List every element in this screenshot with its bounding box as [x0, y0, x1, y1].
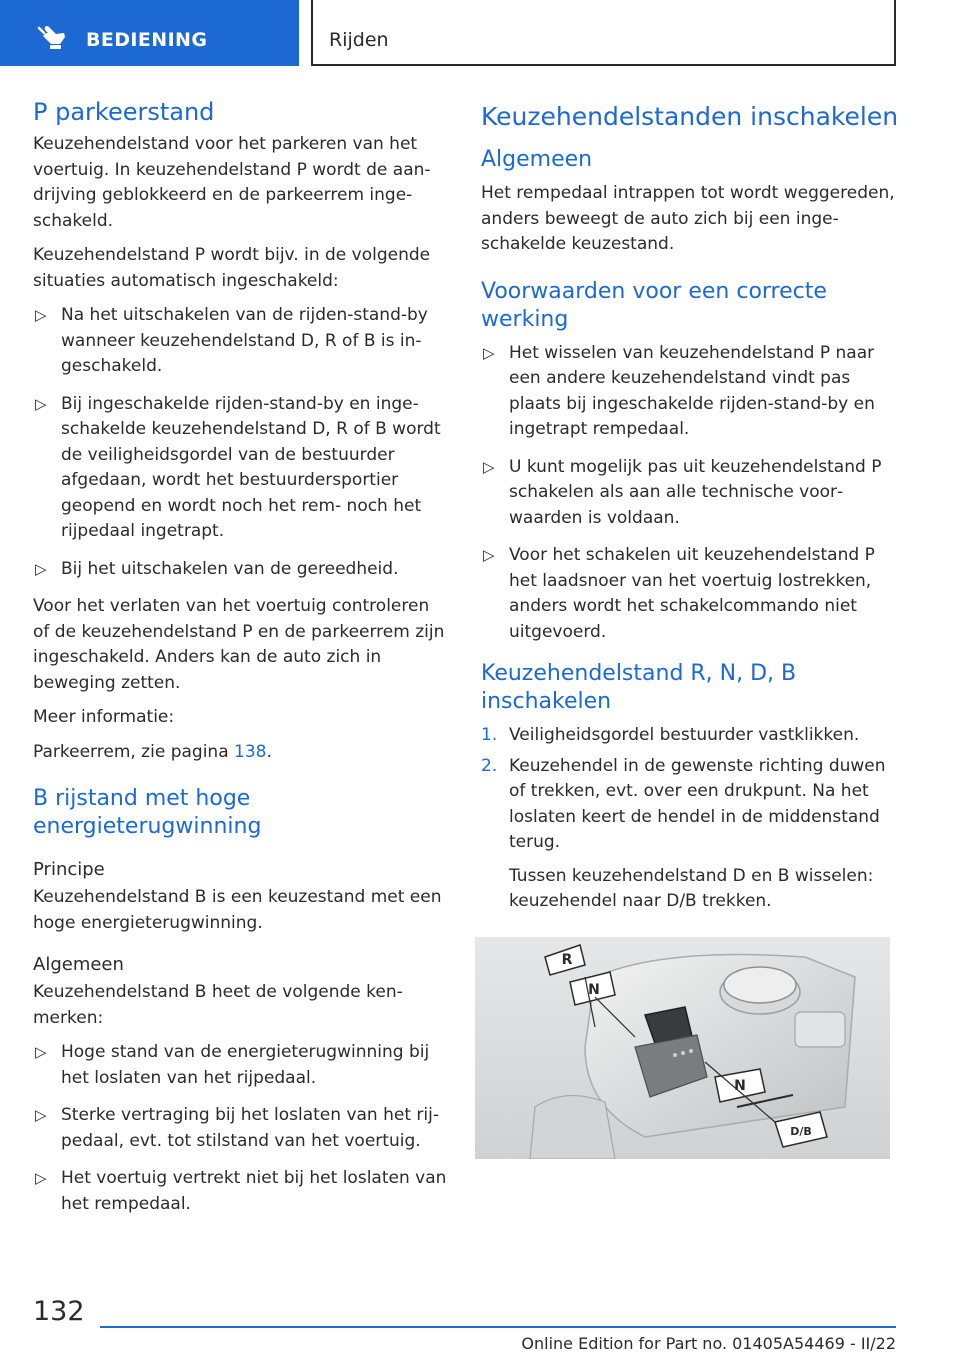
triangle-bullet-icon: ▷	[35, 1043, 47, 1061]
left-column	[33, 98, 448, 1229]
chapter-tab	[0, 0, 299, 66]
list-item	[481, 543, 899, 645]
list-item-text: Het wisselen van keuzehendelstand P naar een andere keuzehendelstand vindt pas plaats bij ingeschakelde rijden-stand-by en ingetrapt rempedaal.	[509, 342, 875, 439]
footer-edition: Online Edition for Part no. 01405A54469 - II/22	[521, 1334, 896, 1353]
triangle-bullet-icon: ▷	[35, 1169, 47, 1187]
list-item-text: Na het uitschakelen van de rijden-stand-by wanneer keuzehendelstand D, R of B is ingeschakeld.	[61, 305, 428, 376]
triangle-bullet-icon: ▷	[35, 394, 47, 413]
principe-text: Keuzehendelstand B is een keuzestand met een hoge energieterugwinning.	[33, 887, 442, 933]
page-link[interactable]: 138	[234, 741, 267, 762]
more-info-label: Meer informatie:	[33, 707, 175, 727]
gear-selector-figure	[475, 937, 890, 1159]
p-park-bullet-list	[33, 303, 448, 582]
triangle-bullet-icon: ▷	[483, 546, 495, 564]
list-item-text: Het voertuig vertrekt niet bij het loslaten van het rempedaal.	[61, 1168, 447, 1214]
voorwaarden-heading: Voorwaarden voor een correcte werking	[481, 278, 827, 332]
list-item-text: Sterke vertraging bij het loslaten van het rijpedaal, evt. tot stilstand van het voertuig.	[61, 1105, 439, 1151]
step-number: 2.	[481, 755, 498, 776]
list-item	[33, 1166, 448, 1217]
gear-selector-illustration	[475, 937, 890, 1159]
arrow-label-n-bottom: N	[734, 1078, 746, 1094]
algemeen-text-right: Het rempedaal intrappen tot wordt weggereden, anders beweegt de auto zich bij een ingeschakelde keuzestand.	[481, 183, 895, 254]
rndb-heading: Keuzehendelstand R, N, D, B inschakelen	[481, 661, 797, 714]
list-item	[33, 557, 448, 583]
b-mode-bullet-list	[33, 1040, 448, 1217]
list-item-text: U kunt mogelijk pas uit keuzehendelstand P schakelen als aan alle technische voorwaarden is voldaan.	[509, 456, 882, 528]
triangle-bullet-icon: ▷	[483, 457, 495, 476]
cross-reference	[33, 740, 448, 766]
cross-reference-text: Parkeerrem, zie pagina	[33, 741, 235, 762]
arrow-label-n-top: N	[588, 982, 600, 998]
list-item-text: Bij ingeschakelde rijden-stand-by en ingeschakelde keuzehendelstand D, R of B wordt de veiligheidsgordel van de bestuurder afgedaan, wordt het bestuurdersportier geopend en wordt noch het rem- noch het rijpedaal ingetrapt.	[61, 393, 441, 541]
hand-pointer-icon	[34, 24, 68, 50]
chapter-label: BEDIENING	[86, 29, 208, 51]
list-item-text: Bij het uitschakelen van de gereedheid.	[61, 558, 399, 579]
section-label: Rijden	[329, 29, 389, 51]
p-park-heading: P parkeerstand	[33, 98, 215, 126]
triangle-bullet-icon: ▷	[483, 343, 495, 362]
steps-list	[481, 723, 899, 915]
list-item	[481, 341, 899, 443]
list-item	[33, 303, 448, 380]
p-park-para-3: Voor het verlaten van het voertuig controleren of de keuzehendelstand P en de parkeerrem zijn ingeschakeld. Anders kan de auto zich in beweging zetten.	[33, 596, 445, 693]
arrow-label-db: D/B	[790, 1125, 812, 1138]
step-extra-text: Tussen keuzehendelstand D en B wisselen: keuzehendel naar D/B trekken.	[509, 865, 874, 911]
list-item-text: Hoge stand van de energieterugwinning bij het loslaten van het rijpedaal.	[61, 1042, 430, 1088]
p-park-para-1: Keuzehendelstand voor het parkeren van het voertuig. In keuzehendelstand P wordt de aandrijving geblokkeerd en de parkeerrem ingeschakeld.	[33, 134, 431, 231]
list-item	[33, 1040, 448, 1091]
triangle-bullet-icon: ▷	[35, 559, 47, 578]
algemeen-text-left: Keuzehendelstand B heet de volgende kenmerken:	[33, 982, 403, 1028]
b-mode-heading: B rijstand met hoge energieterugwinning	[33, 786, 262, 839]
arrow-label-r: R	[561, 952, 573, 968]
right-column	[481, 98, 899, 923]
p-park-para-2: Keuzehendelstand P wordt bijv. in de volgende situaties automatisch ingeschakeld:	[33, 245, 431, 291]
step-text: Veiligheidsgordel bestuurder vastklikken.	[509, 725, 860, 745]
list-item-text: Voor het schakelen uit keuzehendelstand P het laadsnoer van het voertuig lostrekken, anders wordt het schakelcommando niet uitgevoerd.	[509, 545, 875, 642]
list-item	[33, 1103, 448, 1154]
voorwaarden-bullet-list	[481, 341, 899, 646]
cross-reference-end: .	[266, 741, 272, 762]
page-number: 132	[33, 1296, 85, 1327]
list-item	[481, 754, 899, 915]
main-heading: Keuzehendelstanden inschakelen	[481, 102, 899, 131]
triangle-bullet-icon: ▷	[35, 1106, 47, 1124]
triangle-bullet-icon: ▷	[35, 306, 47, 324]
list-item	[481, 455, 899, 532]
list-item	[481, 723, 899, 749]
section-header	[311, 0, 896, 66]
footer-divider	[100, 1326, 896, 1328]
list-item	[33, 392, 448, 545]
step-number: 1.	[481, 725, 498, 745]
step-text: Keuzehendel in de gewenste richting duwen of trekken, evt. over een drukpunt. Na het loslaten keert de hendel in de middenstand terug.	[509, 755, 886, 852]
principe-heading: Principe	[33, 859, 105, 880]
algemeen-heading-left: Algemeen	[33, 954, 124, 975]
algemeen-heading-right: Algemeen	[481, 147, 593, 172]
